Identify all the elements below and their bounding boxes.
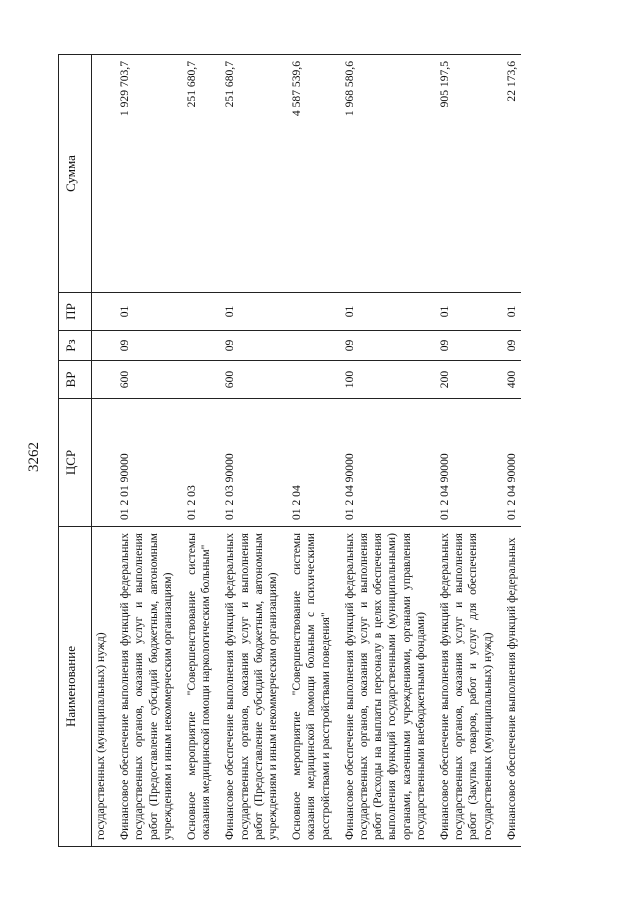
row-vr: 200 bbox=[436, 361, 497, 399]
row-sum: 22 173,6 bbox=[503, 55, 521, 293]
table-row bbox=[288, 55, 335, 847]
header-rz: Рз bbox=[59, 331, 92, 361]
row-csr: 01 2 04 90000 bbox=[503, 399, 521, 527]
row-name: государственных (муниципальных) нужд) bbox=[92, 527, 111, 847]
table-row bbox=[183, 55, 215, 847]
row-rz bbox=[183, 331, 215, 361]
row-csr bbox=[92, 399, 111, 527]
row-vr bbox=[183, 361, 215, 399]
page-number: 3262 bbox=[26, 442, 42, 472]
table-row bbox=[92, 55, 111, 847]
row-sum: 905 197,5 bbox=[436, 55, 497, 293]
row-pr bbox=[92, 293, 111, 331]
row-vr: 600 bbox=[116, 361, 177, 399]
header-vr: ВР bbox=[59, 361, 92, 399]
table-header-row bbox=[59, 55, 92, 847]
table-row bbox=[116, 55, 177, 847]
row-vr: 400 bbox=[503, 361, 521, 399]
row-name: Основное мероприятие "Совершенствование системы оказания медицинской помощи наркологическим больным" bbox=[183, 527, 215, 847]
row-csr: 01 2 04 90000 bbox=[436, 399, 497, 527]
row-rz: 09 bbox=[436, 331, 497, 361]
row-rz: 09 bbox=[341, 331, 430, 361]
header-csr: ЦСР bbox=[59, 399, 92, 527]
row-name: Финансовое обеспечение выполнения функций федеральных государственных органов, оказания услуг и выполнения работ (Закупка товаров, работ и услуг для обеспечения государственных (муниципальных) нужд) bbox=[436, 527, 497, 847]
row-pr bbox=[183, 293, 215, 331]
row-name: Финансовое обеспечение выполнения функций федеральных государственных органов, оказания услуг и выполнения работ (Предоставление субсидий бюджетным, автономным учреждениям и иным некоммерческим организациям) bbox=[221, 527, 282, 847]
row-sum: 251 680,7 bbox=[221, 55, 282, 293]
row-pr: 01 bbox=[116, 293, 177, 331]
row-pr: 01 bbox=[221, 293, 282, 331]
row-pr: 01 bbox=[503, 293, 521, 331]
table-row bbox=[436, 55, 497, 847]
row-vr: 600 bbox=[221, 361, 282, 399]
row-name: Финансовое обеспечение выполнения функций федеральных государственных органов, оказания услуг и выполнения работ (Предоставление субсидий бюджетным, автономным учреждениям и иным некоммерческим организациям) bbox=[116, 527, 177, 847]
row-csr: 01 2 04 90000 bbox=[341, 399, 430, 527]
row-rz bbox=[92, 331, 111, 361]
row-vr: 100 bbox=[341, 361, 430, 399]
row-rz: 09 bbox=[221, 331, 282, 361]
row-pr: 01 bbox=[341, 293, 430, 331]
table-row bbox=[341, 55, 430, 847]
header-name: Наименование bbox=[59, 527, 92, 847]
row-sum: 4 587 539,6 bbox=[288, 55, 335, 293]
row-sum bbox=[92, 55, 111, 293]
table-row bbox=[503, 55, 521, 847]
row-name: Основное мероприятие "Совершенствование системы оказания медицинской помощи больным с психическими расстройствами и расстройствами поведения" bbox=[288, 527, 335, 847]
row-csr: 01 2 01 90000 bbox=[116, 399, 177, 527]
table-row bbox=[221, 55, 282, 847]
row-name: Финансовое обеспечение выполнения функций федеральных государственных органов, оказания услуг и выполнения работ (Расходы на выплаты персоналу в целях обеспечения выполнения функций государственными (муниципальными) органами, казенными учреждениями, органами управления государственными внебюджетными фондами) bbox=[341, 527, 430, 847]
row-sum: 1 968 580,6 bbox=[341, 55, 430, 293]
row-rz: 09 bbox=[503, 331, 521, 361]
row-vr bbox=[288, 361, 335, 399]
row-pr bbox=[288, 293, 335, 331]
row-sum: 1 929 703,7 bbox=[116, 55, 177, 293]
budget-table bbox=[58, 54, 521, 847]
row-rz bbox=[288, 331, 335, 361]
row-pr: 01 bbox=[436, 293, 497, 331]
row-csr: 01 2 04 bbox=[288, 399, 335, 527]
header-sum: Сумма bbox=[59, 55, 92, 293]
row-vr bbox=[92, 361, 111, 399]
header-pr: ПР bbox=[59, 293, 92, 331]
row-csr: 01 2 03 bbox=[183, 399, 215, 527]
row-csr: 01 2 03 90000 bbox=[221, 399, 282, 527]
row-sum: 251 680,7 bbox=[183, 55, 215, 293]
row-name: Финансовое обеспечение выполнения функций федеральных bbox=[503, 527, 521, 847]
row-rz: 09 bbox=[116, 331, 177, 361]
